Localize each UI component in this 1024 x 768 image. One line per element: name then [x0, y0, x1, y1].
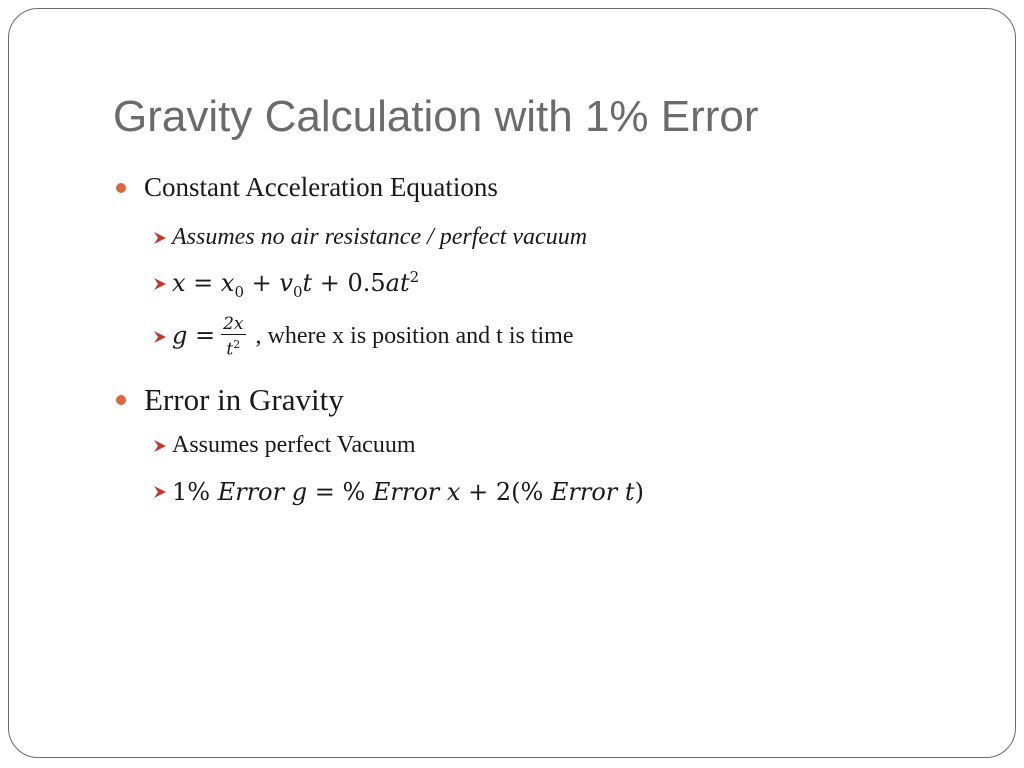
arrow-bullet-icon	[152, 276, 168, 292]
slide-title: Gravity Calculation with 1% Error	[113, 92, 759, 141]
arrow-bullet-icon	[152, 484, 168, 500]
sub-bullet-gravity-equation	[152, 314, 573, 360]
sub-bullet-assumptions	[152, 224, 587, 251]
circle-bullet-icon	[116, 395, 126, 405]
sub-bullet-position-equation	[152, 268, 419, 301]
sub-bullet-error-equation	[152, 478, 644, 506]
sub-bullet-text: Assumes perfect Vacuum	[172, 432, 416, 458]
gravity-equation-note: , where x is position and t is time	[255, 323, 574, 350]
bullet-text: Constant Acceleration Equations	[144, 172, 498, 202]
arrow-bullet-icon	[152, 438, 168, 454]
bullet-item-constant-acceleration	[116, 172, 498, 203]
error-equation: 1% Error g = % Error x + 2(% Error t)	[172, 478, 644, 506]
arrow-bullet-icon	[152, 329, 168, 345]
sub-bullet-perfect-vacuum	[152, 432, 416, 459]
gravity-equation: g = $\frac{2x}{t^2}$	[172, 314, 244, 360]
sub-bullet-text: Assumes no air resistance / perfect vacuum	[172, 224, 588, 250]
circle-bullet-icon	[116, 183, 126, 193]
arrow-bullet-icon	[152, 230, 168, 246]
bullet-text: Error in Gravity	[144, 382, 344, 417]
position-equation: $x = x_0 + v_0t + 0.5at^2$	[172, 268, 420, 301]
bullet-item-error-in-gravity	[116, 382, 344, 418]
